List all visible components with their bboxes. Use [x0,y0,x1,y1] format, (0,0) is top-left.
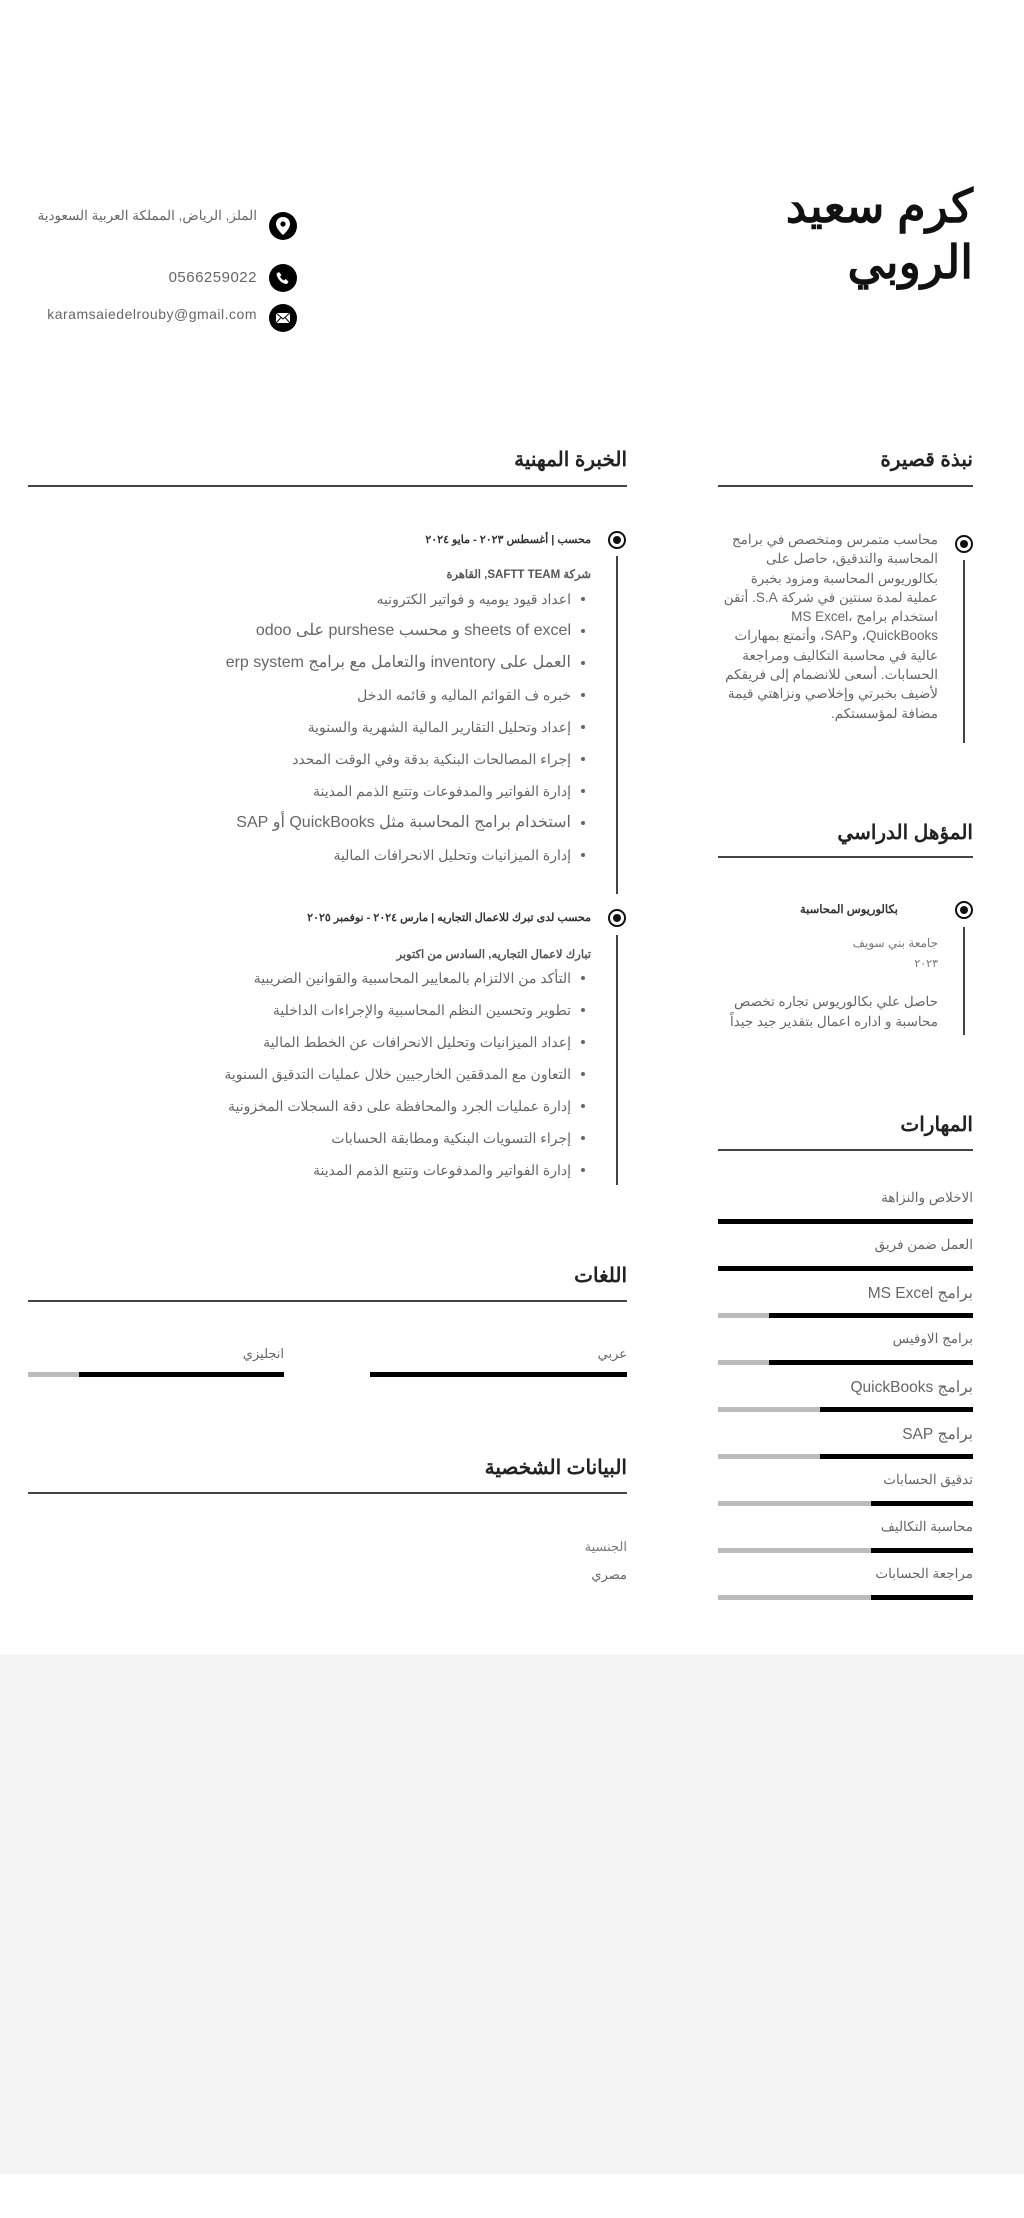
languages-divider [28,1300,627,1302]
footer-band [0,1655,1024,2174]
skill-label: محاسبة التكاليف [880,1519,973,1534]
personal-divider [28,1492,627,1494]
name-line-1: كرم سعيد [785,180,973,232]
skill-bar-fill [769,1360,973,1365]
job-company: شركة SAFTT TEAM, القاهرة [446,569,591,581]
language-label: انجليزي [242,1346,284,1361]
skill-bar-fill [871,1595,973,1600]
timeline-dot-icon [955,535,973,553]
skill-bar-fill [820,1454,973,1459]
contact-address [37,205,297,240]
skill-label: برامج MS Excel [867,1285,973,1302]
list-item: إدارة عمليات الجرد والمحافظة على دقة السجلات المخزونية [224,1090,585,1122]
skill-bar [718,1219,973,1224]
phone-icon [269,264,297,292]
skill-bar [718,1548,973,1553]
language-bar [28,1372,284,1377]
timeline-line [963,927,965,1035]
education-divider [718,856,973,858]
list-item: إجراء التسويات البنكية ومطابقة الحسابات [224,1122,585,1154]
language-label: عربي [597,1346,627,1361]
skill-bar [718,1454,973,1459]
skill-bar-fill [871,1548,973,1553]
skill-label: برامج QuickBooks [850,1379,973,1396]
list-item: إعداد وتحليل التقارير المالية الشهرية والسنوية [226,711,585,743]
graduation-year: ٢٠٢٣ [914,958,938,970]
job-bullets [224,962,585,1186]
skills-title: المهارات [900,1114,973,1136]
phone-text[interactable]: 0566259022 [168,269,257,286]
timeline-line [616,935,618,1185]
name-line-2: الروبي [847,236,973,288]
skill-bar [718,1266,973,1271]
skill-bar [718,1360,973,1365]
summary-title: نبذة قصيرة [880,449,973,471]
language-bar-fill [79,1372,284,1377]
skill-bar [718,1313,973,1318]
skill-label: تدقيق الحسابات [883,1472,973,1487]
skill-label: العمل ضمن فريق [874,1237,973,1252]
summary-text: محاسب متمرس ومتخصص في برامج المحاسبة والتدقيق، حاصل على بكالوريوس المحاسبة ومزود بخبرة عملية لمدة سنتين في شركة S.A. أتقن استخدام برامج MS Excel، QuickBooks، وSAP، وأتمتع بمهارات عالية في محاسبة التكاليف ومراجعة الحسابات. أسعى للانضمام إلى فريقكم لأضيف بخبرتي وإخلاصي ونزاهتي قيمة مضافة لمؤسستكم. [723,532,938,721]
summary-divider [718,485,973,487]
contact-phone [37,264,297,292]
language-bar [370,1372,627,1377]
languages-title: اللغات [574,1265,627,1287]
timeline-dot-icon [955,901,973,919]
nationality-label: الجنسية [584,1539,627,1554]
timeline-dot-icon [608,909,626,927]
skill-bar-fill [820,1407,973,1412]
skill-label: برامج الاوفيس [892,1331,973,1346]
nationality-value: مصري [591,1567,627,1582]
list-item: التعاون مع المدققين الخارجيين خلال عمليات التدقيق السنوية [224,1058,585,1090]
skills-divider [718,1149,973,1151]
personal-title: البيانات الشخصية [484,1457,627,1479]
list-item: إجراء المصالحات البنكية بدقة وفي الوقت المحدد [226,743,585,775]
candidate-name [713,178,973,290]
list-item: خبره ف القوائم الماليه و قائمه الدخل [226,679,585,711]
list-item: اعداد قيود يوميه و فواتير الكترونيه [226,583,585,615]
list-item: تطوير وتحسين النظم المحاسبية والإجراءات الداخلية [224,994,585,1026]
address-text: الملز, الرياض, المملكة العربية السعودية [37,208,257,223]
job-header: محسب | أغسطس ٢٠٢٣ - مايو ٢٠٢٤ [425,534,591,546]
job-bullets [226,583,585,871]
skill-label: مراجعة الحسابات [875,1566,973,1581]
skill-bar [718,1595,973,1600]
list-item: sheets of excel و محسب purshese على odoo [226,615,585,647]
list-item: إدارة الفواتير والمدفوعات وتتبع الذمم المدينة [224,1154,585,1186]
job-company: تبارك لاعمال التجاريه, السادس من اكتوبر [396,949,591,961]
experience-title: الخبرة المهنية [514,449,627,471]
language-bar-fill [370,1372,627,1377]
education-description: حاصل علي بكالوريوس تجاره تخصص محاسبة و اداره اعمال بتقدير جيد جيداً [729,994,938,1029]
list-item: إدارة الميزانيات وتحليل الانحرافات المالية [226,839,585,871]
skill-label: الاخلاص والنزاهة [881,1190,973,1205]
list-item: استخدام برامج المحاسبة مثل QuickBooks أو SAP [226,807,585,839]
list-item: التأكد من الالتزام بالمعايير المحاسبية والقوانين الضريبية [224,962,585,994]
skill-bar [718,1407,973,1412]
skill-bar-fill [718,1219,973,1224]
skill-bar-fill [718,1266,973,1271]
job-header: محسب لدى تبرك للاعمال التجاريه | مارس ٢٠٢٤ - نوفمبر ٢٠٢٥ [307,912,591,924]
email-text[interactable]: karamsaiedelrouby@gmail.com [47,306,257,322]
list-item: إدارة الفواتير والمدفوعات وتتبع الذمم المدينة [226,775,585,807]
skill-label: برامج SAP [902,1426,973,1443]
list-item: إعداد الميزانيات وتحليل الانحرافات عن الخطط المالية [224,1026,585,1058]
envelope-icon [269,304,297,332]
university-name: جامعة بني سويف [852,936,938,950]
location-pin-icon [269,212,297,240]
timeline-line [616,556,618,894]
timeline-dot-icon [608,531,626,549]
skill-bar-fill [769,1313,973,1318]
contact-email [37,304,297,332]
experience-divider [28,485,627,487]
skill-bar-fill [871,1501,973,1506]
skill-bar [718,1501,973,1506]
degree-title: بكالوريوس المحاسبة [800,904,898,916]
list-item: العمل على inventory والتعامل مع برامج erp system [226,647,585,679]
timeline-line [963,560,965,743]
education-title: المؤهل الدراسي [837,822,973,844]
